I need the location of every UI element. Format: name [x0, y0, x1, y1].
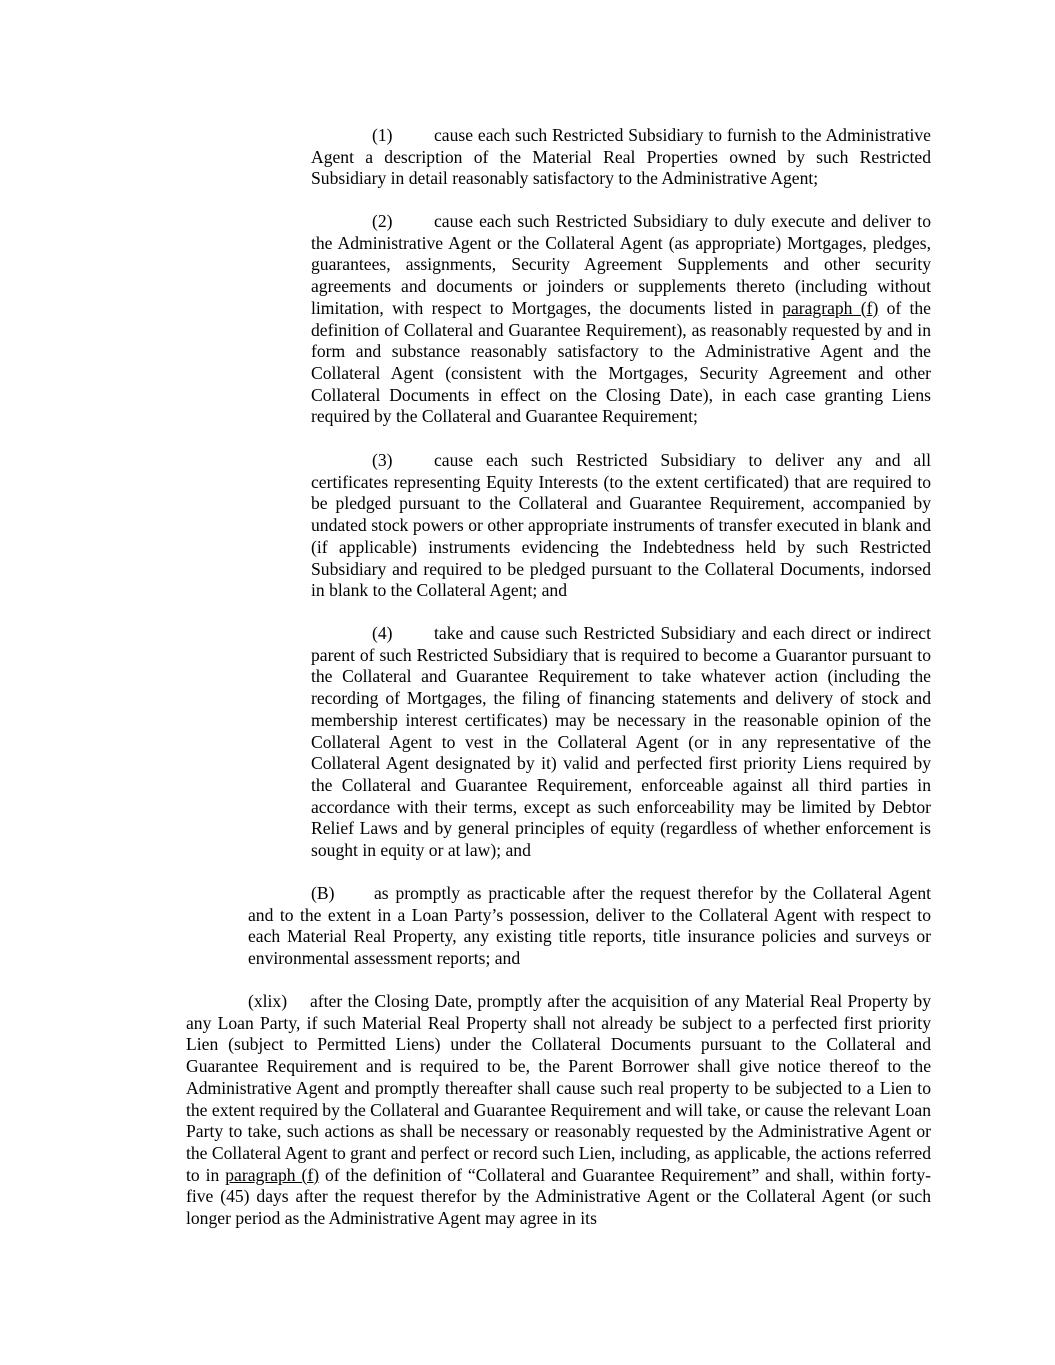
paragraph-number: (3)	[372, 450, 393, 470]
paragraph-4	[311, 623, 931, 862]
paragraph-number: (B)	[311, 883, 335, 903]
paragraph-text: take and cause such Restricted Subsidiary and each direct or indirect parent of such Restricted Subsidiary that is required to become a Guarantor pursuant to the Collateral and Guarantee Requirement to take whatever action (including the recording of Mortgages, the filing of financing statements and delivery of stock and membership interest certificates) may be necessary in the reasonable opinion of the Collateral Agent to vest in the Collateral Agent (or in any representative of the Collateral Agent designated by it) valid and perfected first priority Liens required by the Collateral and Guarantee Requirement, enforceable against all third parties in accordance with their terms, except as such enforceability may be limited by Debtor Relief Laws and by general principles of equity (regardless of whether enforcement is sought in equity or at law); and	[311, 623, 931, 861]
paragraph-b	[248, 883, 931, 970]
paragraph-number: (4)	[372, 623, 393, 643]
paragraph-number: (1)	[372, 125, 393, 145]
paragraph-text-before: after the Closing Date, promptly after the acquisition of any Material Real Property by any Loan Party, if such Material Real Property shall not already be subject to a perfected first priority Lien (subject to Permitted Liens) under the Collateral Documents pursuant to the Collateral and Guarantee Requirement and is required to be, the Parent Borrower shall give notice thereof to the Administrative Agent and promptly thereafter shall cause such real property to be subjected to a Lien to the extent required by the Collateral and Guarantee Requirement and will take, or cause the relevant Loan Party to take, such actions as shall be necessary or reasonably requested by the Administrative Agent or the Collateral Agent to grant and perfect or record such Lien, including, as applicable, the actions referred to in	[186, 991, 931, 1185]
paragraph-text: as promptly as practicable after the request therefor by the Collateral Agent and to the extent in a Loan Party’s possession, deliver to the Collateral Agent with respect to each Material Real Property, any existing title reports, title insurance policies and surveys or environmental assessment reports; and	[248, 883, 931, 969]
paragraph-f-link[interactable]: paragraph (f)	[782, 297, 879, 318]
paragraph-3	[311, 450, 931, 602]
paragraph-2	[311, 211, 931, 428]
paragraph-text: cause each such Restricted Subsidiary to furnish to the Administrative Agent a description of the Material Real Properties owned by such Restricted Subsidiary in detail reasonably satisfactory to the Administrative Agent;	[311, 125, 931, 189]
paragraph-xlix	[186, 991, 931, 1230]
paragraph-text-after: of the definition of Collateral and Guarantee Requirement), as reasonably requested by and in form and substance reasonably satisfactory to the Administrative Agent and the Collateral Agent (consistent with the Mortgages, Security Agreement and other Collateral Documents in effect on the Closing Date), in each case granting Liens required by the Collateral and Guarantee Requirement;	[311, 297, 931, 427]
paragraph-text: cause each such Restricted Subsidiary to deliver any and all certificates representing Equity Interests (to the extent certificated) that are required to be pledged pursuant to the Collateral and Guarantee Requirement, accompanied by undated stock powers or other appropriate instruments of transfer executed in blank and (if applicable) instruments evidencing the Indebtedness held by such Restricted Subsidiary and required to be pledged pursuant to the Collateral Documents, indorsed in blank to the Collateral Agent; and	[311, 450, 931, 601]
paragraph-text-before: cause each such Restricted Subsidiary to duly execute and deliver to the Administrative Agent or the Collateral Agent (as appropriate) Mortgages, pledges, guarantees, assignments, Security Agreement Supplements and other security agreements and documents or joinders or supplements thereto (including without limitation, with respect to Mortgages, the documents listed in	[311, 211, 931, 318]
paragraph-text-after: of the definition of “Collateral and Guarantee Requirement” and shall, within forty-five (45) days after the request therefor by the Administrative Agent or the Collateral Agent (or such longer period as the Administrative Agent may agree in its	[186, 1164, 932, 1229]
paragraph-f-link[interactable]: paragraph (f)	[225, 1164, 320, 1185]
paragraph-number: (xlix)	[248, 991, 288, 1011]
paragraph-1	[311, 125, 931, 190]
paragraph-number: (2)	[372, 211, 393, 231]
